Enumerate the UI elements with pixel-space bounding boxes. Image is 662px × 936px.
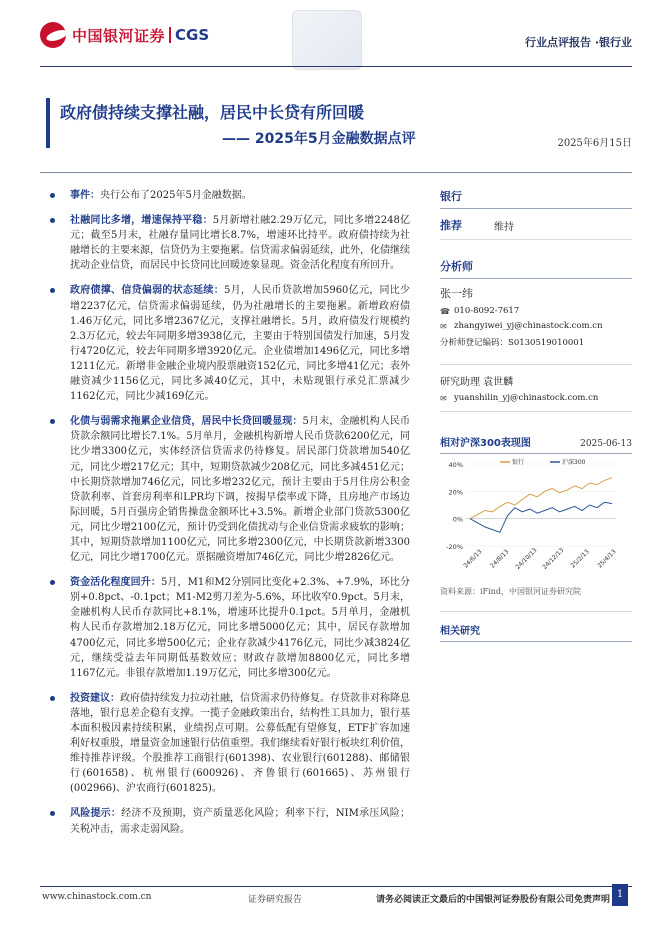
footer-doc-type: 证券研究报告: [248, 895, 303, 905]
bullet-money-supply: [42, 575, 410, 681]
performance-chart: [440, 454, 632, 582]
footer-divider: [40, 886, 632, 887]
chart-xtick-label: 24/8/13: [489, 548, 511, 570]
page-number: 1: [612, 884, 628, 906]
analyst-heading: 分析师: [440, 258, 632, 279]
bullet-text: 5月末，金融机构人民币贷款余额同比增长7.1%。5月单月，金融机构新增人民币贷款6200亿元，同比少增3300亿元，实体经济信贷需求仍待修复。居民部门贷款增加540亿元，同比少增217亿元；其中，短期贷款减少208亿元，同比多减451亿元；中长期贷款增加746亿元，同比多增232亿元，预计主要由于5月住房公积金贷款利率、首套房利率和LPR均下调，按揭早偿率或下降，且房地产市场边际回暖，5月百强房企销售操盘金额环比+3.5%。新增企业部门贷款5300亿元，同比少增2100亿元，预计仍受到化债扰动与企业信贷需求疲软的影响；其中，短期贷款增加1100亿元，同比多增2300亿元，中长期贷款新增3300亿元，同比少增1700亿元。票据融资增加746亿元，同比少增2826亿元。: [70, 416, 410, 564]
bullet-lead: 资金活化程度回升：: [70, 577, 161, 589]
chart-ytick-label: -20%: [446, 543, 463, 551]
chart-header: [440, 434, 632, 454]
logo-separator: [169, 27, 171, 43]
report-subtitle: —— 2025年5月金融数据点评: [222, 131, 416, 147]
report-type: 行业点评报告 ·银行业: [524, 36, 632, 49]
bullet-text: 经济不及预期，资产质量恶化风险；利率下行，NIM承压风险；关税冲击，需求走弱风险。: [70, 808, 410, 835]
logo-cn-text: 中国银河证券: [72, 26, 166, 45]
chart-ytick-label: 20%: [448, 488, 463, 497]
related-research-heading: 相关研究: [440, 622, 632, 642]
logo-icon: [40, 22, 66, 48]
chart-xtick-label: 24/6/13: [462, 548, 484, 570]
chart-ytick-label: 0%: [452, 515, 463, 524]
bullet-credit: [42, 414, 410, 565]
email-icon: ✉: [440, 393, 447, 403]
chart-series-line-1: [470, 502, 612, 532]
chart-xtick-label: 25/4/13: [596, 548, 618, 570]
title-divider: [40, 172, 632, 173]
bullet-social-financing: [42, 213, 410, 273]
assistant-email: [440, 393, 632, 412]
license-text: 分析师登记编码：S0130519010001: [440, 338, 585, 348]
footer-url[interactable]: www.chinastock.com.cn: [42, 892, 152, 902]
bullet-lead: 社融同比多增，增速保持平稳：: [70, 215, 213, 227]
chart-source: 资料来源：iFind，中国银河证券研究院: [440, 586, 632, 612]
email-icon: ✉: [440, 321, 447, 331]
chart-xtick-label: 25/2/13: [569, 548, 591, 570]
bullet-government-bond: [42, 283, 410, 404]
bullet-lead: 风险提示：: [70, 808, 122, 820]
chart-svg: [440, 454, 632, 582]
footer-disclaimer: 请务必阅读正文最后的中国银河证券股份有限公司免责声明: [376, 895, 611, 905]
watermark-logo: [292, 10, 362, 70]
sidebar: [440, 188, 632, 642]
chart-xtick-label: 24/12/13: [541, 546, 566, 571]
chart-xtick-label: 24/10/13: [514, 546, 539, 571]
report-date: 2025年6月15日: [557, 138, 632, 149]
bullet-text: 5月新增社融2.29万亿元，同比多增2248亿元；截至5月末，社融存量同比增长8.7%，增速环比持平。政府债持续为社融增长的主要来源，信贷仍为主要拖累。信贷需求偏弱延续，此外，化债继续扰动企业信贷，而居民中长贷同比回暖迹象显现。资金活化程度有所回升。: [70, 215, 411, 272]
bullet-investment-advice: [42, 691, 410, 797]
analyst-phone: [440, 306, 632, 316]
header-divider: [40, 66, 632, 67]
bullet-risk: [42, 806, 410, 836]
bullet-text: 5月，M1和M2分别同比变化+2.3%、+7.9%，环比分别+0.8pct、-0.1pct；M1-M2剪刀差为-5.6%，环比收窄0.9pct。5月末，金融机构人民币存款同比+8.1%，增速环比提升0.1pct。5月单月，金融机构人民币存款增加2.18万亿元，同比多增5000亿元；其中，居民存款增加4700亿元，同比多增500亿元；企业存款减少4176亿元，同比少减3824亿元，继续受益去年同期低基数效应；财政存款增加8800亿元，同比多增1167亿元。非银存款增加1.19万亿元，同比多增300亿元。: [70, 577, 410, 679]
bullet-text: 5月，人民币贷款增加5960亿元，同比少增2237亿元，信贷需求偏弱延续，仍为社融增长的主要拖累。新增政府债1.46万亿元，同比多增2367亿元，支撑社融增长。5月，政府债发行规模约2.3万亿元，较去年同期多增3938亿元，主要由于特别国债发行加速，5月发行4720亿元，较去年同期多增3920亿元。企业债增加1496亿元，同比多增1211亿元。新增非金融企业境内股票融资152亿元，同比多增41亿元；表外融资减少1156亿元，同比多减40亿元，其中，未贴现银行承兑汇票减少1162亿元，同比少减169亿元。: [70, 285, 411, 403]
chart-title: 相对沪深300表现图: [440, 438, 531, 449]
assistant-name: 研究助理 袁世麟: [440, 364, 632, 388]
bullet-lead: 投资建议：: [70, 692, 120, 704]
report-title: 政府债持续支撑社融，居民中长贷有所回暖: [60, 103, 365, 122]
bullet-event: [42, 188, 410, 203]
analyst-license: [440, 336, 632, 348]
bullet-lead: 政府债撑、信贷偏弱的状态延续：: [70, 285, 224, 297]
assistant-email-link[interactable]: yuanshilin_yj@chinastock.com.cn: [454, 393, 599, 403]
rating-label: 推荐: [440, 219, 462, 232]
phone-icon: ☎: [440, 306, 450, 316]
logo-en-text: CGS: [175, 26, 210, 44]
rating-row: [440, 209, 632, 240]
industry-heading: 银行: [440, 188, 632, 209]
chart-series-line-0: [470, 478, 612, 519]
company-logo: [40, 22, 209, 48]
email-link[interactable]: zhangyiwei_yj@chinastock.com.cn: [454, 321, 603, 331]
phone-text: 010-8092-7617: [454, 306, 520, 316]
chart-legend-label: 银行: [512, 459, 525, 466]
bullet-text: 政府债持续发力拉动社融，信贷需求仍待修复。存贷款非对称降息落地，银行息差企稳有支撑。一揽子金融政策出台，结构性工具加力，银行基本面积极因素持续积累，业绩拐点可期。公募低配有望修复，ETF扩容加速利好权重股，增量资金加速银行估值重塑。我们继续看好银行板块红利价值，维持推荐评级。个股推荐工商银行(601398)、农业银行(601288)、邮储银行(601658)、杭州银行(600926)、齐鲁银行(601665)、苏州银行(002966)、沪农商行(601825)。: [70, 692, 410, 795]
title-accent-bar: [46, 98, 50, 148]
rating-value: 维持: [494, 221, 514, 233]
chart-date: 2025-06-13: [580, 439, 632, 449]
chart-ytick-label: 40%: [448, 461, 463, 469]
analyst-name: 张一纬: [440, 287, 473, 300]
bullet-lead: 化债与弱需求拖累企业信贷，居民中长贷回暖显现：: [70, 416, 303, 428]
bullet-lead: 事件：: [70, 190, 100, 201]
analyst-email: [440, 321, 632, 331]
bullet-text: 央行公布了2025年5月金融数据。: [100, 190, 252, 201]
main-content: [42, 188, 410, 847]
chart-legend-label: 沪深300: [562, 459, 586, 466]
